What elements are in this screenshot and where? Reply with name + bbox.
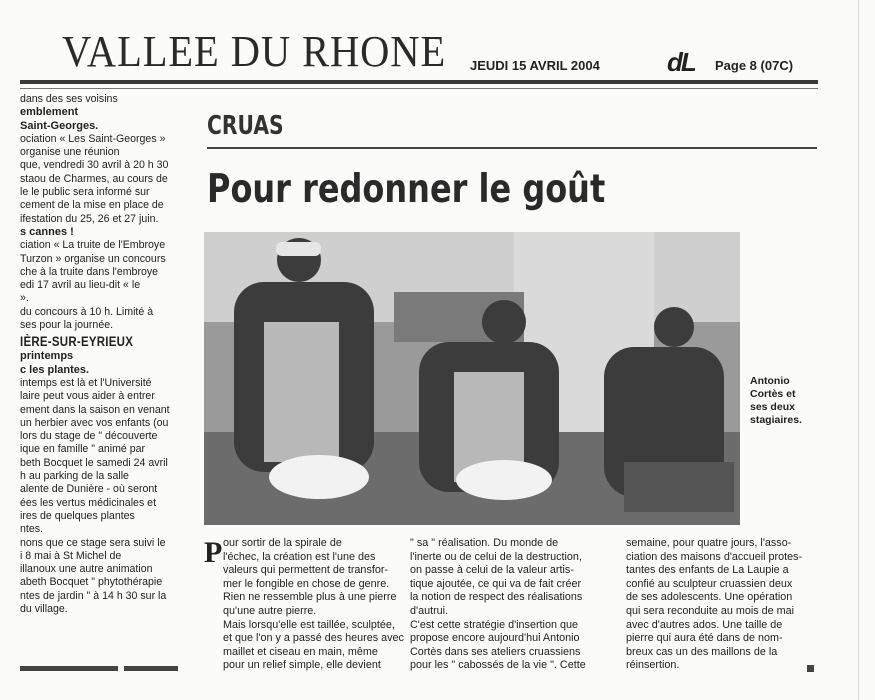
brief-line: alente de Dunière - où seront — [20, 483, 158, 496]
masthead-rule — [20, 80, 818, 84]
brief-line: ement dans la saison en venant — [20, 403, 170, 416]
article-line: our sortir de la spirale de — [223, 537, 342, 549]
article-line: réinsertion. — [626, 659, 680, 672]
article-line: Cortès dans ses ateliers cruassiens — [410, 645, 581, 658]
section-title: CRUAS — [207, 111, 284, 141]
brief-line: dans des ses voisins — [20, 93, 118, 105]
article-column-1 — [223, 537, 404, 673]
article-end-mark — [807, 665, 814, 672]
caption-line: Antonio — [750, 375, 790, 387]
article-line: qui sera reconduite au mois de mai — [626, 604, 795, 617]
article-line: tique ajoutée, ce qui va de fait créer — [410, 577, 582, 590]
article-line: propose encore aujourd'hui Antonio — [410, 632, 580, 645]
brief-line: ique en famille " animé par — [20, 443, 146, 456]
brief-line: ntes. — [20, 523, 43, 536]
article-line: ciation des maisons d'accueil protes- — [626, 550, 803, 563]
brief-line: beth Bocquet le samedi 24 avril — [20, 456, 168, 469]
left-news-column — [20, 93, 192, 653]
article-line: de ses adolescents. Une opération — [626, 591, 793, 604]
brief-line: staou de Charmes, au cours de — [20, 172, 168, 185]
article-line: Rien ne ressemble plus à une pierre — [223, 591, 397, 604]
article-line: confié au sculpteur cruassien deux — [626, 577, 793, 590]
article-line: C'est cette stratégie d'insertion que — [410, 618, 578, 631]
scan-edge — [858, 0, 859, 700]
brief-line: du village. — [20, 602, 68, 615]
brief-line: nons que ce stage sera suivi le — [20, 536, 166, 549]
brief-line: cement de la mise en place de — [20, 199, 164, 212]
brief-line: un herbier avec vos enfants (ou — [20, 416, 169, 429]
brief-line: du concours à 10 h. Limité à — [20, 305, 154, 318]
brief-line: emblement — [20, 106, 79, 119]
article-line: pierre qui aura été dans de nom- — [626, 632, 783, 645]
photo-caption — [750, 375, 802, 427]
drop-cap: P — [204, 536, 223, 569]
article-line: Mais lorsqu'elle est taillée, sculptée, — [223, 618, 395, 631]
brief-line: intemps est là et l'Université — [20, 376, 152, 389]
brief-line: h au parking de la salle — [20, 470, 129, 483]
caption-line: Cortès et — [750, 388, 796, 400]
article-column-3 — [626, 537, 821, 673]
brief-line: ociation « Les Saint-Georges » — [20, 132, 166, 145]
article-line: et que l'on y a passé des heures avec — [223, 632, 404, 645]
brief-line: i 8 mai à St Michel de — [20, 549, 122, 562]
article-column-2 — [410, 537, 615, 673]
brief-line: ses pour la journée. — [20, 319, 114, 332]
brief-line: que, vendredi 30 avril à 20 h 30 — [20, 159, 169, 172]
brief-line: ires de quelques plantes — [20, 509, 135, 522]
article-line: l'inerte ou de celui de la destruction, — [410, 550, 582, 563]
brief-line: printemps — [20, 350, 74, 363]
column-end-rule-left — [20, 666, 118, 671]
brief-line: le le public sera informé sur — [20, 186, 150, 199]
brief-line: ntes de jardin " à 14 h 30 sur la — [20, 589, 167, 602]
brief-line: Saint-Georges. — [20, 119, 99, 132]
article-line: avec d'autres ados. Une taille de — [626, 618, 783, 631]
article-line: pour les " cabossés de la vie ". Cette — [410, 659, 586, 672]
article-line: semaine, pour quatre jours, l'asso- — [626, 537, 792, 549]
masthead-thin-rule — [20, 88, 818, 89]
brief-line: ifestation du 25, 26 et 27 juin. — [20, 212, 159, 225]
brief-line: edi 17 avril au lieu-dit « le — [20, 279, 141, 292]
brief-line: che à la truite dans l'embroye — [20, 265, 159, 278]
brief-line: c les plantes. — [20, 363, 90, 376]
brief-line: lors du stage de " découverte — [20, 430, 158, 443]
article-photo — [204, 232, 740, 525]
brief-line: organise une réunion — [20, 146, 120, 159]
brief-line: Turzon » organise un concours — [20, 252, 166, 265]
article-line: on passe à celui de la valeur artis- — [410, 564, 574, 577]
column-end-rule-right — [124, 666, 178, 671]
caption-line: stagiaires. — [750, 414, 802, 426]
brief-line: ées les vertus médicinales et — [20, 496, 157, 509]
article-line: l'échec, la création est l'une des — [223, 550, 376, 563]
page-number: Page 8 (07C) — [715, 58, 794, 73]
brief-line: s cannes ! — [20, 225, 74, 238]
brief-line: ». — [20, 292, 29, 305]
article-line: tantes des enfants de La Laupie a — [626, 564, 789, 577]
brief-line: ciation « La truite de l'Embroye — [20, 239, 166, 252]
article-line: maillet et ciseau en main, même — [223, 645, 378, 658]
brief-line: IÈRE-SUR-EYRIEUX — [20, 334, 134, 350]
newspaper-masthead: VALLEE DU RHONE — [62, 27, 447, 76]
article-line: mer le fongible en chose de genre. — [223, 577, 390, 590]
brief-line: illanoux une autre animation — [20, 563, 153, 576]
workshop-photo-illustration — [204, 232, 740, 525]
caption-line: ses deux — [750, 401, 795, 413]
article-line: qu'une autre pierre. — [223, 604, 317, 617]
article-line: pour un relief simple, elle devient — [223, 659, 381, 672]
article-line: " sa " réalisation. Du monde de — [410, 537, 559, 549]
section-rule — [207, 147, 817, 149]
newspaper-logo: dL — [667, 47, 695, 77]
article-line: breux cas un des maillons de la — [626, 645, 778, 658]
article-line: d'autrui. — [410, 604, 449, 617]
article-line: valeurs qui permettent de transfor- — [223, 564, 389, 577]
brief-line: abeth Bocquet " phytothérapie — [20, 576, 163, 589]
article-headline: Pour redonner le goût — [207, 167, 606, 212]
article-line: la notion de respect des réalisations — [410, 591, 583, 604]
brief-line: laire peut vous aider à entrer — [20, 390, 155, 403]
issue-date: JEUDI 15 AVRIL 2004 — [470, 58, 600, 73]
